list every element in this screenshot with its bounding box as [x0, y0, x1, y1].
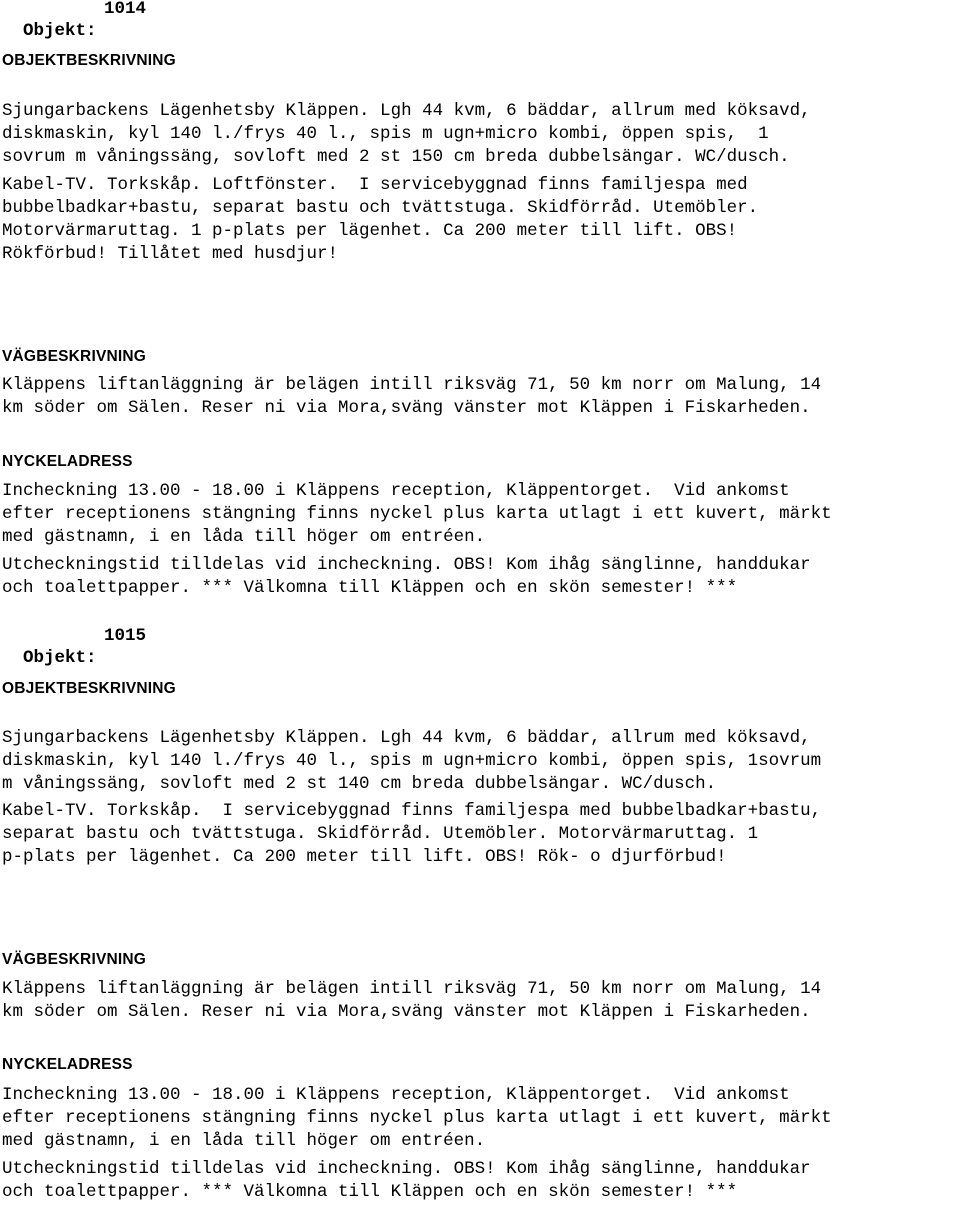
text-line: och toalettpapper. *** Välkomna till Kläppen och en skön semester! *** [2, 1182, 738, 1202]
object-label: Objekt: [23, 648, 97, 668]
text-line: och toalettpapper. *** Välkomna till Kläppen och en skön semester! *** [2, 578, 738, 598]
section-heading-nyckeladress: NYCKELADRESS [2, 1056, 133, 1073]
text-line: bubbelbadkar+bastu, separat bastu och tvättstuga. Skidförråd. Utemöbler. [2, 198, 759, 218]
text-line: Sjungarbackens Lägenhetsby Kläppen. Lgh 44 kvm, 6 bäddar, allrum med köksavd, [2, 728, 811, 748]
object-number: 1014 [104, 0, 147, 19]
text-line: efter receptionens stängning finns nyckel plus karta utlagt i ett kuvert, märkt [2, 504, 832, 524]
text-line: m våningssäng, sovloft med 2 st 140 cm breda dubbelsängar. WC/dusch. [2, 774, 717, 794]
text-line: km söder om Sälen. Reser ni via Mora,sväng vänster mot Kläppen i Fiskarheden. [2, 398, 811, 418]
text-line: efter receptionens stängning finns nyckel plus karta utlagt i ett kuvert, märkt [2, 1108, 832, 1128]
object-number: 1015 [104, 626, 147, 646]
text-line: med gästnamn, i en låda till höger om entréen. [2, 527, 486, 547]
text-line: Utcheckningstid tilldelas vid incheckning. OBS! Kom ihåg sänglinne, handdukar [2, 1159, 811, 1179]
text-line: separat bastu och tvättstuga. Skidförråd. Utemöbler. Motorvärmaruttag. 1 [2, 824, 759, 844]
text-line: Kabel-TV. Torkskåp. I servicebyggnad finns familjespa med bubbelbadkar+bastu, [2, 801, 822, 821]
text-line: Sjungarbackens Lägenhetsby Kläppen. Lgh 44 kvm, 6 bäddar, allrum med köksavd, [2, 101, 811, 121]
text-line: Kläppens liftanläggning är belägen intill riksväg 71, 50 km norr om Malung, 14 [2, 375, 822, 395]
text-line: Incheckning 13.00 - 18.00 i Kläppens reception, Kläppentorget. Vid ankomst [2, 481, 790, 501]
text-line: diskmaskin, kyl 140 l./frys 40 l., spis m ugn+micro kombi, öppen spis, 1 [2, 124, 769, 144]
section-heading-vagbeskrivning: VÄGBESKRIVNING [2, 951, 147, 968]
section-heading-nyckeladress: NYCKELADRESS [2, 453, 133, 470]
text-line: Utcheckningstid tilldelas vid incheckning. OBS! Kom ihåg sänglinne, handdukar [2, 555, 811, 575]
text-line: sovrum m våningssäng, sovloft med 2 st 150 cm breda dubbelsängar. WC/dusch. [2, 147, 790, 167]
text-line: med gästnamn, i en låda till höger om entréen. [2, 1131, 486, 1151]
text-line: diskmaskin, kyl 140 l./frys 40 l., spis m ugn+micro kombi, öppen spis, 1sovrum [2, 751, 822, 771]
text-line: Kabel-TV. Torkskåp. Loftfönster. I servicebyggnad finns familjespa med [2, 175, 748, 195]
text-line: km söder om Sälen. Reser ni via Mora,sväng vänster mot Kläppen i Fiskarheden. [2, 1002, 811, 1022]
object-label: Objekt: [23, 21, 97, 41]
section-heading-objektbeskrivning: OBJEKTBESKRIVNING [2, 52, 176, 69]
text-line: Incheckning 13.00 - 18.00 i Kläppens reception, Kläppentorget. Vid ankomst [2, 1085, 790, 1105]
text-line: Rökförbud! Tillåtet med husdjur! [2, 244, 339, 264]
text-line: Kläppens liftanläggning är belägen intill riksväg 71, 50 km norr om Malung, 14 [2, 979, 822, 999]
section-heading-vagbeskrivning: VÄGBESKRIVNING [2, 348, 147, 365]
section-heading-objektbeskrivning: OBJEKTBESKRIVNING [2, 680, 176, 697]
text-line: Motorvärmaruttag. 1 p-plats per lägenhet. Ca 200 meter till lift. OBS! [2, 221, 738, 241]
text-line: p-plats per lägenhet. Ca 200 meter till lift. OBS! Rök- o djurförbud! [2, 847, 727, 867]
